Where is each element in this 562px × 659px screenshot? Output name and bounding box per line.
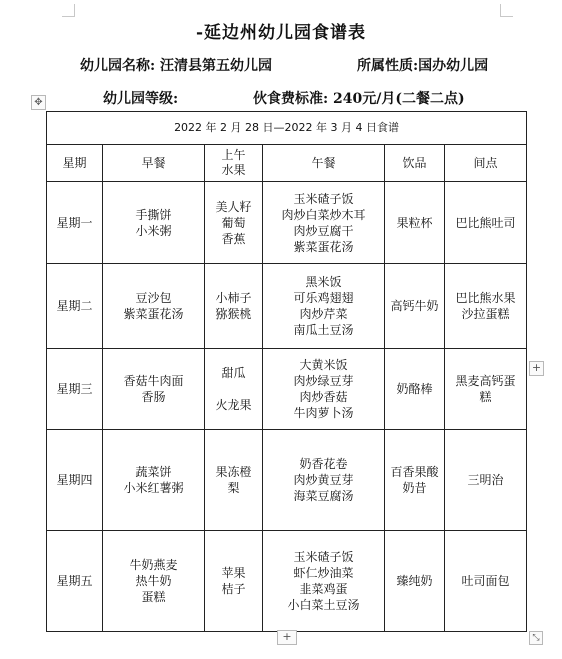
- menu-table: [46, 111, 527, 632]
- header-row: [47, 145, 527, 182]
- snack-cell: [445, 430, 527, 531]
- fruit-cell: [205, 531, 263, 632]
- fruit-item: 火龙果: [215, 398, 252, 412]
- lunch-item: 肉炒香菇: [299, 390, 348, 404]
- name-value: 汪清县第五幼儿园: [160, 58, 273, 74]
- fee-value: 240元/月(二餐二点): [333, 91, 465, 107]
- breakfast-item: 牛奶燕麦: [129, 558, 178, 572]
- breakfast-item: 小米粥: [135, 223, 172, 238]
- snack-item: 三明治: [467, 473, 504, 487]
- breakfast-item: 香肠: [141, 390, 166, 404]
- type-value: 国办幼儿园: [418, 58, 489, 74]
- header-drink: 饮品: [385, 145, 445, 182]
- kindergarten-type: [357, 55, 488, 75]
- add-column-button[interactable]: +: [529, 361, 544, 376]
- day-cell: 星期四: [47, 430, 103, 531]
- drink-cell: [385, 264, 445, 349]
- lunch-item: 韭菜鸡蛋: [299, 582, 348, 596]
- document-title: -延边州幼儿园食谱表: [195, 23, 367, 43]
- table-resize-handle-icon[interactable]: ⤡: [529, 631, 543, 645]
- table-row: [47, 430, 527, 531]
- fruit-item: 梨: [227, 481, 240, 495]
- breakfast-item: 小米红薯粥: [123, 481, 184, 495]
- table-row: [47, 531, 527, 632]
- fruit-item: 苹果: [221, 566, 246, 580]
- lunch-item: 虾仁炒油菜: [293, 566, 354, 580]
- level-label: 幼儿园等级:: [103, 91, 179, 107]
- breakfast-cell: [103, 531, 205, 632]
- lunch-item: 紫菜蛋花汤: [293, 239, 354, 254]
- lunch-item: 黑米饭: [305, 275, 342, 289]
- table-move-handle-icon[interactable]: ✥: [31, 95, 46, 110]
- snack-item: 巴比熊水果: [455, 291, 516, 305]
- header-breakfast: 早餐: [103, 145, 205, 182]
- page-corner-mark-left: [62, 4, 75, 17]
- fruit-item: 小柿子: [215, 291, 252, 305]
- lunch-item: 肉炒芹菜: [299, 307, 348, 321]
- breakfast-cell: [103, 349, 205, 430]
- breakfast-cell: [103, 430, 205, 531]
- drink-item: 果粒杯: [396, 215, 433, 230]
- add-row-button[interactable]: +: [277, 630, 297, 645]
- snack-item: 巴比熊吐司: [455, 215, 516, 230]
- breakfast-item: 蛋糕: [141, 590, 166, 604]
- table-row: [47, 349, 527, 430]
- drink-item: 奶昔: [402, 481, 427, 495]
- fruit-cell: [205, 264, 263, 349]
- header-lunch: 午餐: [263, 145, 385, 182]
- fruit-item: 甜瓜: [221, 366, 246, 380]
- day-cell: 星期一: [47, 182, 103, 264]
- breakfast-cell: [103, 264, 205, 349]
- header-fruit: [205, 145, 263, 182]
- name-label: 幼儿园名称:: [80, 58, 156, 74]
- table-row: [47, 182, 527, 264]
- snack-cell: [445, 182, 527, 264]
- breakfast-item: 紫菜蛋花汤: [123, 307, 184, 321]
- fruit-item: 美人籽: [215, 199, 252, 214]
- day-cell: 星期五: [47, 531, 103, 632]
- breakfast-cell: [103, 182, 205, 264]
- breakfast-item: 香菇牛肉面: [123, 374, 184, 388]
- type-label: 所属性质:: [357, 58, 419, 74]
- snack-item: 糕: [479, 390, 492, 404]
- lunch-item: 肉炒黄豆芽: [293, 473, 354, 487]
- breakfast-item: 豆沙包: [135, 291, 172, 305]
- drink-cell: [385, 531, 445, 632]
- snack-item: 沙拉蛋糕: [461, 307, 510, 321]
- lunch-item: 可乐鸡翅翅: [293, 291, 354, 305]
- breakfast-item: 手撕饼: [135, 207, 172, 222]
- lunch-item: 肉炒豆腐干: [293, 223, 354, 238]
- lunch-cell: [263, 182, 385, 264]
- fruit-cell: [205, 182, 263, 264]
- snack-cell: [445, 264, 527, 349]
- drink-cell: [385, 349, 445, 430]
- lunch-cell: [263, 430, 385, 531]
- date-range: 2022 年 2 月 28 日—2022 年 3 月 4 日食谱: [47, 112, 527, 145]
- table-row: [47, 264, 527, 349]
- day-cell: 星期二: [47, 264, 103, 349]
- drink-item: 高钙牛奶: [390, 299, 439, 313]
- snack-item: 吐司面包: [461, 574, 510, 588]
- breakfast-item: 蔬菜饼: [135, 465, 172, 479]
- drink-cell: [385, 430, 445, 531]
- date-range-row: [47, 112, 527, 145]
- lunch-item: 奶香花卷: [299, 457, 348, 471]
- header-day: 星期: [47, 145, 103, 182]
- kindergarten-name: [80, 55, 272, 75]
- lunch-cell: [263, 531, 385, 632]
- day-cell: 星期三: [47, 349, 103, 430]
- lunch-item: 玉米碴子饭: [293, 191, 354, 206]
- snack-cell: [445, 349, 527, 430]
- fruit-item: 果冻橙: [215, 465, 252, 479]
- kindergarten-level: [103, 88, 178, 108]
- snack-item: 黑麦高钙蛋: [455, 374, 516, 388]
- fruit-item: 香蕉: [221, 231, 246, 246]
- fruit-item: 猕猴桃: [215, 307, 252, 321]
- lunch-item: 肉炒绿豆芽: [293, 374, 354, 388]
- fruit-item: 葡萄: [221, 215, 246, 230]
- lunch-cell: [263, 264, 385, 349]
- drink-cell: [385, 182, 445, 264]
- lunch-item: 肉炒白菜炒木耳: [281, 207, 366, 222]
- drink-item: 奶酪棒: [396, 382, 433, 396]
- fee-label: 伙食费标准:: [253, 91, 329, 107]
- lunch-item: 南瓜土豆汤: [293, 323, 354, 337]
- fruit-item: 桔子: [221, 582, 246, 596]
- header-fruit-text: 上午水果: [221, 148, 246, 177]
- lunch-item: 大黄米饭: [299, 358, 348, 372]
- fruit-cell: [205, 430, 263, 531]
- breakfast-item: 热牛奶: [135, 574, 172, 588]
- drink-item: 臻纯奶: [396, 574, 433, 588]
- header-snack: 间点: [445, 145, 527, 182]
- lunch-cell: [263, 349, 385, 430]
- lunch-item: 小白菜土豆汤: [287, 598, 360, 612]
- lunch-item: 牛肉萝卜汤: [293, 406, 354, 420]
- lunch-item: 玉米碴子饭: [293, 550, 354, 564]
- lunch-item: 海菜豆腐汤: [293, 489, 354, 503]
- fruit-item: [207, 381, 260, 397]
- snack-cell: [445, 531, 527, 632]
- drink-item: 百香果酸: [390, 465, 439, 479]
- page-corner-mark-right: [500, 4, 513, 17]
- meal-fee: [253, 88, 465, 108]
- fruit-cell: [205, 349, 263, 430]
